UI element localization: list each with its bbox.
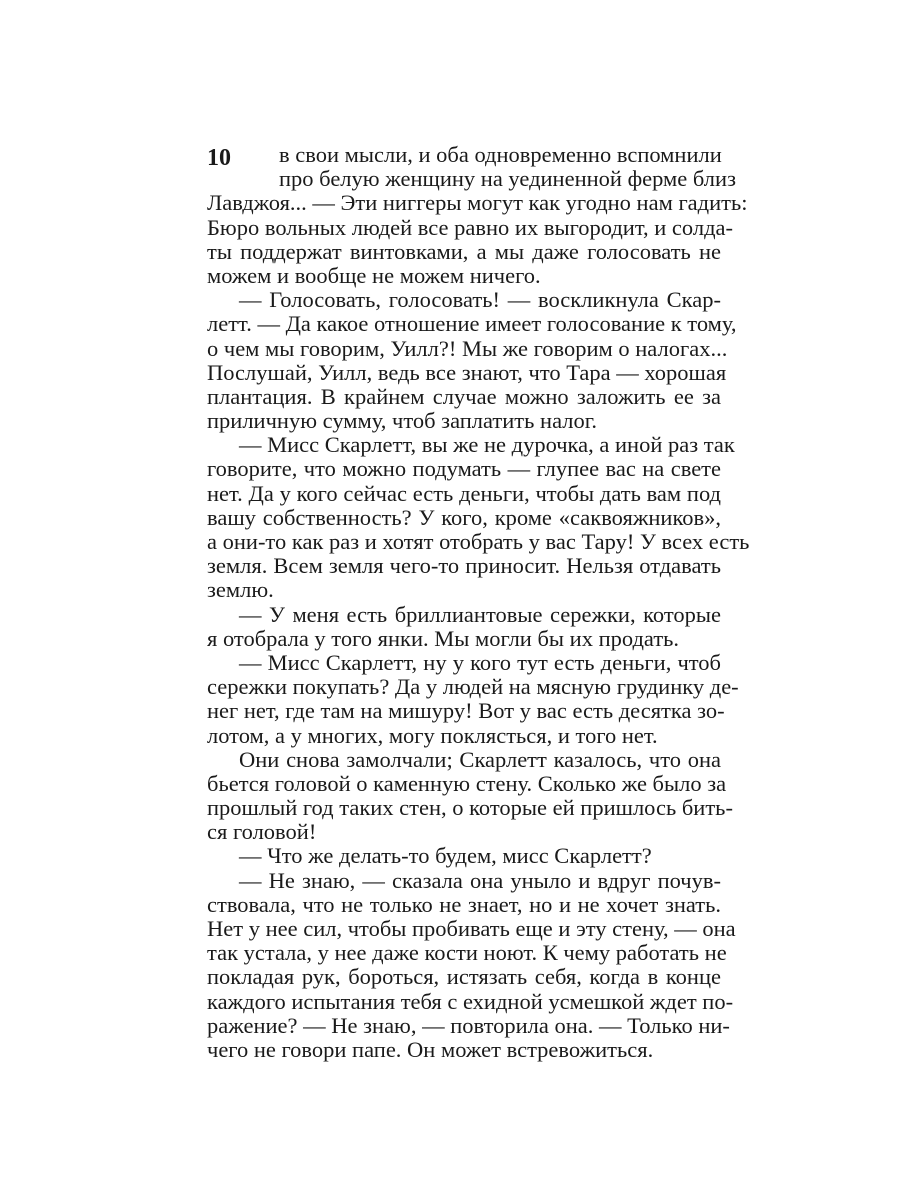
text-line: нег нет, где там на мишуру! Вот у вас есть десятка зо- [207,698,725,724]
text-line: приличную сумму, чтоб заплатить налог. [207,408,598,434]
text-line: земля. Всем земля чего-то приносит. Нельзя отдавать [207,553,721,579]
text-line: вашу собственность? У кого, кроме «саквояжников», [207,504,721,530]
text-line: я отобрала у того янки. Мы могли бы их продать. [207,625,680,651]
text-line: летт. — Да какое отношение имеет голосование к тому, [207,311,737,337]
text-line: чего не говори папе. Он может встревожиться. [207,1036,654,1062]
text-line: ражение? — Не знаю, — повторила она. — Только ни- [207,1012,730,1038]
paragraph [207,844,721,868]
text-line: плантация. В крайнем случае можно заложить ее за [207,383,721,409]
text-line: сережки покупать? Да у людей на мясную грудинку де- [207,674,739,700]
paragraph [207,142,748,288]
text-line: в свои мысли, и оба одновременно вспомнили [279,142,722,167]
paragraph [207,432,750,603]
text-line: говорите, что можно подумать — глупее вас на свете [207,456,721,482]
text-line: ствовала, что не только не знает, но и не хочет знать. [207,891,721,917]
text-line: нет. Да у кого сейчас есть деньги, чтобы дать вам под [207,480,721,506]
text-line: — Голосовать, голосовать! — воскликнула Скар- [239,287,721,313]
text-line: так устала, у нее даже кости ноют. К чему работать не [207,940,727,966]
text-line: Бюро вольных людей все равно их выгородит, и солда- [207,214,734,240]
page-number: 10 [207,145,231,171]
text-line: Нет у нее сил, чтобы пробивать еще и эту стену, — она [207,916,736,941]
book-page [207,142,750,1062]
text-line: — Мисс Скарлетт, ну у кого тут есть деньги, чтоб [239,649,721,675]
text-line: про белую женщину на уединенной ферме близ [279,166,736,192]
text-line: Лавджоя... — Эти ниггеры могут как угодно нам гадить: [207,190,748,216]
paragraph [207,649,739,748]
text-line: о чем мы говорим, Уилл?! Мы же говорим о налогах... [207,335,728,361]
text-line: прошлый год таких стен, о которые ей пришлось бить- [207,795,733,821]
paragraph [207,746,733,845]
text-line: — Мисс Скарлетт, вы же не дурочка, а иной раз так [239,432,735,458]
text-line: а они-то как раз и хотят отобрать у вас Тару! У всех есть [207,529,750,554]
paragraph [207,287,737,434]
text-line: бьется головой о каменную стену. Сколько же было за [207,770,727,796]
paragraph [207,867,736,1063]
text-line: — У меня есть бриллиантовые сережки, которые [239,601,721,627]
text-line: можем и вообще не можем ничего. [207,262,541,288]
text-line: — Что же делать-то будем, мисс Скарлетт? [239,843,652,869]
text-line: каждого испытания тебя с ехидной усмешкой ждет по- [207,988,734,1014]
text-line: ся головой! [207,819,317,845]
text-line: Послушай, Уилл, ведь все знают, что Тара — хорошая [207,359,727,385]
text-line: землю. [207,577,274,603]
text-line: ты поддержат винтовками, а мы даже голосовать не [207,238,721,264]
text-line: Они снова замолчали; Скарлетт казалось, что она [239,746,721,772]
text-line: — Не знаю, — сказала она уныло и вдруг почув- [239,867,721,893]
text-line: покладая рук, бороться, истязать себя, когда в конце [207,964,721,990]
paragraph [207,603,721,651]
text-line: лотом, а у многих, могу поклясться, и того нет. [207,722,658,748]
